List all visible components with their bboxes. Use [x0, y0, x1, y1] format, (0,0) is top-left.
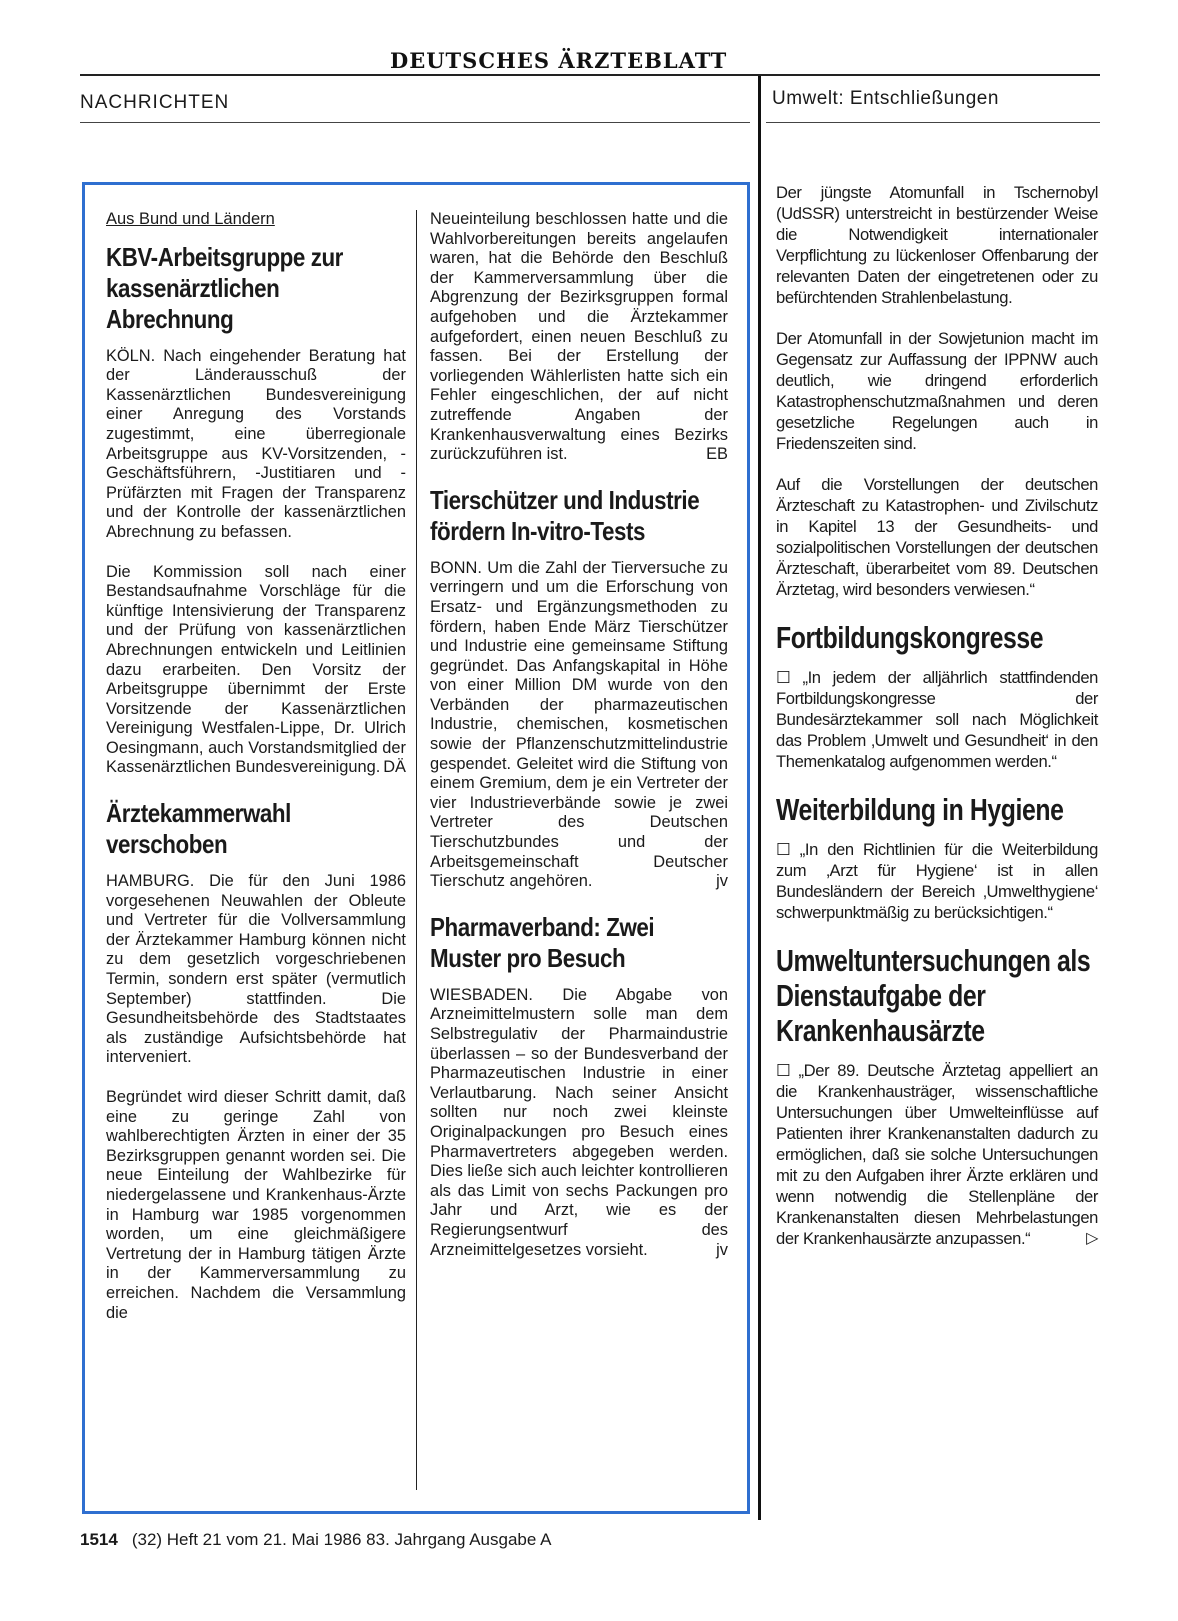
headline-kbv: KBV-Arbeitsgruppe zur kassenärztlichen Abrechnung — [106, 241, 343, 334]
section-rule-right — [766, 122, 1100, 123]
paragraph: HAMBURG. Die für den Juni 1986 vorgesehenen Neuwahlen der Obleute und Vertreter für die Vollversammlung der Ärztekammer Hamburg können nicht zu dem gesetzlich vorgeschriebenen Termin, sondern erst später (vermutlich September) stattfinden. Die Gesundheitsbehörde des Stadtstaates als zuständige Aufsichtsbehörde hat interveniert. — [106, 872, 406, 1067]
headline-pharma: Pharmaverband: Zwei Muster pro Besuch — [430, 911, 655, 973]
continue-arrow-icon: ▷ — [1086, 1230, 1098, 1247]
kicker: Aus Bund und Ländern — [106, 210, 275, 228]
author-signature: DÄ — [383, 758, 406, 777]
section-label-left: NACHRICHTEN — [80, 92, 230, 113]
paragraph: ☐ „In den Richtlinien für die Weiterbildung zum ‚Arzt für Hygiene‘ ist in allen Bundesländern der Bereich ‚Umwelthygiene‘ schwerpunktmäßig zu berücksichtigen.“ — [776, 840, 1098, 922]
headline-kammerwahl: Ärztekammerwahl verschoben — [106, 798, 291, 860]
paragraph: Begründet wird dieser Schritt damit, daß eine zu geringe Zahl von wahlberechtigten Ärzten in einer der 35 Bezirksgruppen genannt worden sei. Die neue Einteilung der Wahlbezirke für niedergelassene und Krankenhaus-Ärzte in Hamburg war 1985 vorgenommen worden, um eine gleichmäßigere Vertretung der in Hamburg tätigen Ärzte in der Kammerversammlung zu erreichen. Nachdem die Versammlung die — [106, 1088, 406, 1322]
issue-info: (32) Heft 21 vom 21. Mai 1986 83. Jahrgang Ausgabe A — [131, 1530, 552, 1549]
paragraph-text: WIESBADEN. Die Abgabe von Arzneimittelmustern solle man dem Selbstregulativ der Pharmaindustrie überlassen – so der Bundesverband der Pharmazeutischen Industrie in einer Verlautbarung. Nach seiner Ansicht sollten nur noch zwei kleinste Originalpackungen pro Besuch eines Pharmavertreters abgegeben werden. Dies ließe sich auch leichter kontrollieren als das Limit von sechs Packungen pro Jahr und Arzt, wie es der Regierungsentwurf des Arzneimittelgesetzes vorsieht. — [430, 985, 728, 1259]
masthead: DEUTSCHES ÄRZTEBLATT — [390, 48, 728, 73]
paragraph-text: Die Kommission soll nach einer Bestandsaufnahme Vorschläge für die künftige Intensivierung der Transparenz und der Prüfung von kassenärztlichen Abrechnungen entwickeln und Leitlinien dazu erarbeiten. Den Vorsitz der Arbeitsgruppe übernimmt der Erste Vorsitzende der Kassenärztlichen Vereinigung Westfalen-Lippe, Dr. Ulrich Oesingmann, auch Vorstandsmitglied der Kassenärztlichen Bundesvereinigung. — [106, 562, 406, 777]
paragraph — [430, 559, 728, 892]
paragraph-text: BONN. Um die Zahl der Tierversuche zu verringern und um die Erforschung von Ersatz- und Ergänzungsmethoden zu fördern, haben Ende März Tierschützer und Industrie eine gemeinsame Stiftung gegründet. Das Anfangskapital in Höhe von einer Million DM wurde von den Verbänden der pharmazeutischen Industrie, chemischen, kosmetischen sowie der Pflanzenschutzmittelindustrie gespendet. Geleitet wird die Stiftung von einem Gremium, dem je ein Vertreter der vier Industrieverbände sowie je zwei Vertreter des Deutschen Tierschutzbundes und der Arbeitsgemeinschaft Deutscher Tierschutz angehören. — [430, 558, 728, 891]
author-signature: jv — [716, 1240, 728, 1259]
footer — [80, 1530, 551, 1550]
masthead-rule — [80, 74, 1100, 76]
paragraph: Der jüngste Atomunfall in Tschernobyl (UdSSR) unterstreicht in bestürzender Weise die Notwendigkeit internationaler Verpflichtung zu lückenloser Offenbarung der relevanten Daten der eingetretenen oder zu befürchtenden Strahlenbelastung. — [776, 183, 1098, 307]
paragraph — [106, 563, 406, 779]
headline-umwelt: Umweltuntersuchungen als Dienstaufgabe der Krankenhausärzte — [776, 943, 1091, 1048]
paragraph: KÖLN. Nach eingehender Beratung hat der Länderausschuß der Kassenärztlichen Bundesvereinigung einer Anregung des Vorstands zugestimmt, eine überregionale Arbeitsgruppe aus KV-Vorsitzenden, -Geschäftsführern, -Justitiaren und -Prüfärzten mit Fragen der Transparenz und der Kontrolle der kassenärztlichen Abrechnung zu befassen. — [106, 346, 406, 541]
paragraph: Der Atomunfall in der Sowjetunion macht im Gegensatz zur Auffassung der IPPNW auch deutlich, wie dringend erforderlich Katastrophenschutzmaßnahmen und deren gesetzliche Regelungen auch in Friedenszeiten sind. — [776, 329, 1098, 453]
author-signature: jv — [716, 872, 728, 891]
news-column-1 — [106, 210, 406, 1343]
paragraph: ☐ „In jedem der alljährlich stattfindenden Fortbildungskongresse der Bundesärztekammer soll nach Möglichkeit das Problem ‚Umwelt und Gesundheit‘ in den Themenkatalog aufgenommen werden.“ — [776, 668, 1098, 771]
headline-fortbildung: Fortbildungskongresse — [776, 620, 1044, 655]
resolutions-column — [776, 182, 1098, 1269]
paragraph: Auf die Vorstellungen der deutschen Ärzteschaft zu Katastrophen- und Zivilschutz in Kapitel 13 der Gesundheits- und sozialpolitischen Vorstellungen der deutschen Ärzteschaft, überarbeitet vom 89. Deutschen Ärztetag, wird besonders verwiesen.“ — [776, 475, 1098, 599]
page-number: 1514 — [80, 1530, 118, 1549]
paragraph — [430, 986, 728, 1260]
section-rule-left — [80, 122, 750, 123]
news-column-2 — [430, 210, 728, 1280]
headline-weiterbildung: Weiterbildung in Hygiene — [776, 792, 1064, 827]
paragraph — [776, 1060, 1098, 1249]
author-signature: EB — [706, 445, 728, 464]
section-label-right: Umwelt: Entschließungen — [772, 88, 999, 109]
box-column-divider — [416, 210, 417, 1490]
paragraph-text: Neueinteilung beschlossen hatte und die Wahlvorbereitungen bereits angelaufen waren, hat die Behörde den Beschluß der Kammerversammlung über die Abgrenzung der Bezirksgruppen formal aufgehoben und die Ärztekammer aufgefordert, einen neuen Beschluß zu fassen. Bei der Erstellung der vorliegenden Wählerlisten hatte sich ein Fehler eingeschlichen, der auf nicht zutreffende Angaben der Krankenhausverwaltung eines Bezirks zurückzuführen ist. — [430, 210, 728, 464]
paragraph — [430, 210, 728, 465]
column-divider — [758, 76, 761, 1520]
headline-tierschutz: Tierschützer und Industrie fördern In-vitro-Tests — [430, 484, 700, 546]
paragraph-text: ☐ „Der 89. Deutsche Ärztetag appelliert an die Krankenhausträger, wissenschaftliche Untersuchungen über Umwelteinflüsse auf Patienten ihrer Krankenanstalten dadurch zu ermöglichen, daß sie solche Untersuchungen mit zu den Aufgaben ihrer Ärzte erklären und wenn notwendig die Stellenpläne der Krankenanstalten diesen Mehrbelastungen der Krankenhausärzte anzupassen.“ — [776, 1061, 1098, 1248]
